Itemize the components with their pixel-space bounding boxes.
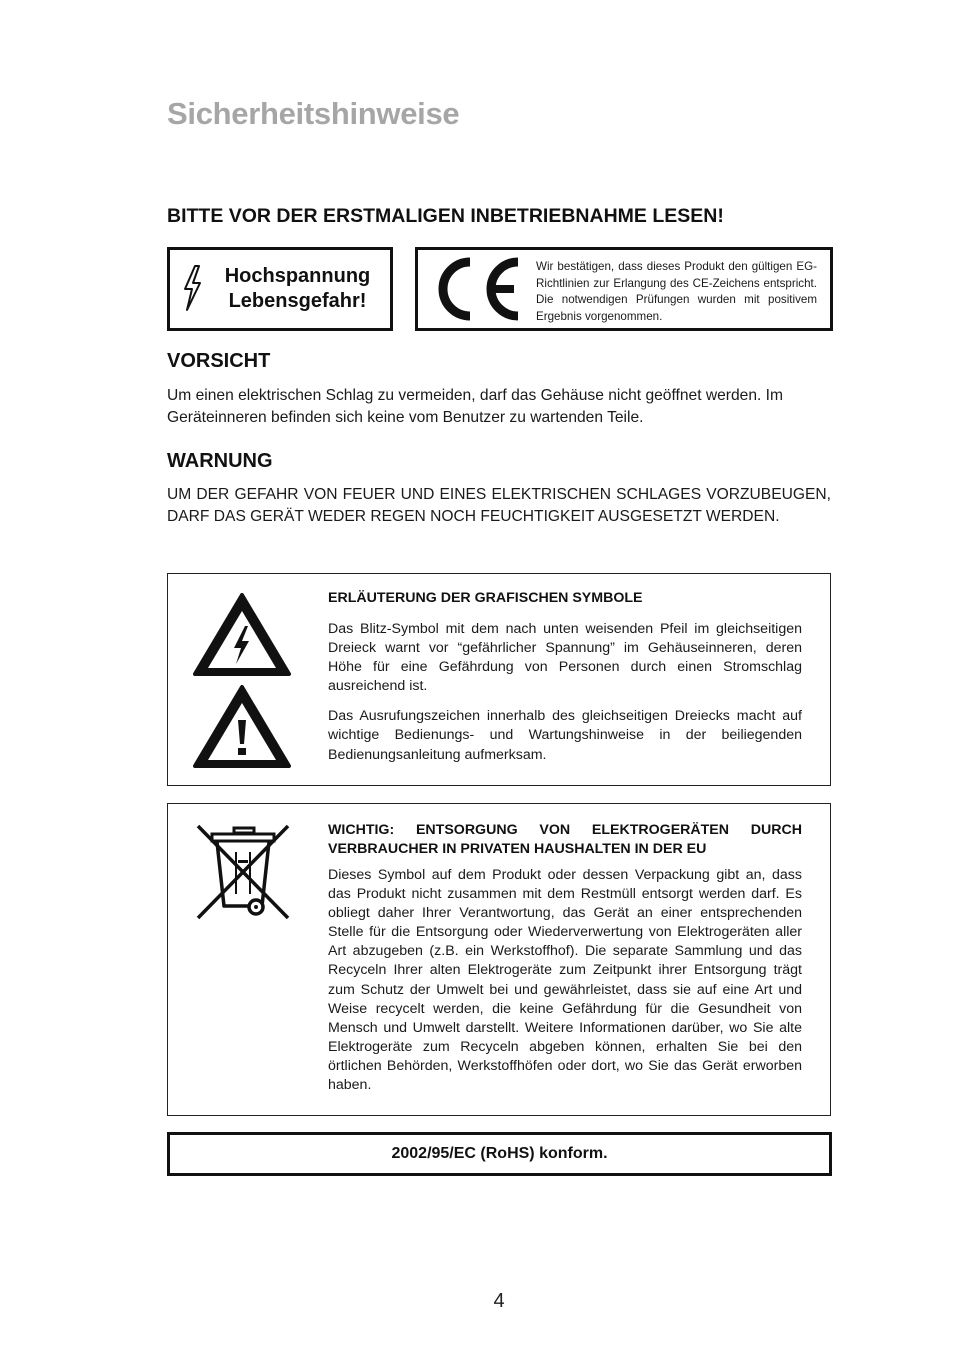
page-number: 4 [493,1290,505,1312]
symbols-text [328,589,802,765]
symbols-heading: ERLÄUTERUNG DER GRAFISCHEN SYMBOLE [328,590,643,606]
high-voltage-line-1: Hochspannung [224,265,371,287]
crossed-out-wheelie-bin-icon [194,822,292,922]
ce-mark-icon [432,256,522,322]
high-voltage-box [167,247,393,331]
symbols-para-1: Das Blitz-Symbol mit dem nach unten weisenden Pfeil im gleichseitigen Dreieck warnt vor “gefährlicher Spannung” im Gehäuseinneren, deren Höhe für eine Gefährdung von Personen durch einen Stromschlag ausreichend ist. [328,621,802,695]
page-title: Sicherheitshinweise [167,96,460,131]
ce-box [415,247,833,331]
symbols-para-2: Das Ausrufungszeichen innerhalb des gleichseitigen Dreiecks macht auf wichtige Bedienungs- und Wartungshinweise in der beiliegenden Bedienungsanleitung aufmerksam. [328,708,802,763]
rohs-label: 2002/95/EC (RoHS) konform. [391,1145,608,1162]
high-voltage-line-2: Lebensgefahr! [228,290,367,312]
disposal-text-block [328,821,802,1095]
warnung-text: UM DER GEFAHR VON FEUER UND EINES ELEKTRISCHEN SCHLAGES VORZUBEUGEN, DARF DAS GERÄT WEDER REGEN NOCH FEUCHTIGKEIT AUSGESETZT WERDEN. [167,486,831,525]
symbols-panel [167,573,831,786]
ce-declaration: Wir bestätigen, dass dieses Produkt den gültigen EG-Richtlinien zur Erlangung des CE-Zeichens entspricht. Die notwendigen Prüfungen wurden mit positivem Ergebnis vorgenommen. [536,260,817,323]
warnung-heading: WARNUNG [167,450,273,472]
vorsicht-heading: VORSICHT [167,350,271,372]
high-voltage-label [210,264,385,314]
vorsicht-text: Um einen elektrischen Schlag zu vermeiden, darf das Gehäuse nicht geöffnet werden. Im Geräteinneren befinden sich keine vom Benutzer zu wartenden Teile. [167,387,784,426]
lead-heading: BITTE VOR DER ERSTMALIGEN INBETRIEBNAHME LESEN! [167,205,724,227]
lightning-bolt-icon [180,264,206,314]
lightning-warning-triangle-icon [192,592,292,678]
rohs-box [167,1132,832,1176]
disposal-text: Dieses Symbol auf dem Produkt oder dessen Verpackung gibt an, dass das Produkt nicht zusammen mit dem Restmüll entsorgt werden darf. Es obliegt daher Ihrer Verantwortung, das Gerät an einer entsprechenden Stelle für die Entsorgung oder Wiederverwertung von Elektrogeräten aller Art abzugeben (z.B. ein Werkstoffhof). Die separate Sammlung und das Recyceln Ihrer alten Elektrogeräte zum Zeitpunkt ihrer Entsorgung trägt zum Schutz der Umwelt bei und gewährleistet, dass sie auf eine Art und Weise recycelt werden, die keine Gefährdung für die Gesundheit von Mensch und Umwelt darstellt. Weitere Informationen darüber, wo Sie alte Elektrogeräte zum Recyceln abgeben können, erhalten Sie bei den örtlichen Behörden, Werkstoffhöfen oder dort, wo Sie das Gerät erworben haben. [328,867,802,1094]
disposal-heading: WICHTIG: ENTSORGUNG VON ELEKTROGERÄTEN DURCH VERBRAUCHER IN PRIVATEN HAUSHALTEN IN DER EU [328,822,802,857]
exclamation-warning-triangle-icon [192,684,292,770]
disposal-panel [167,803,831,1116]
